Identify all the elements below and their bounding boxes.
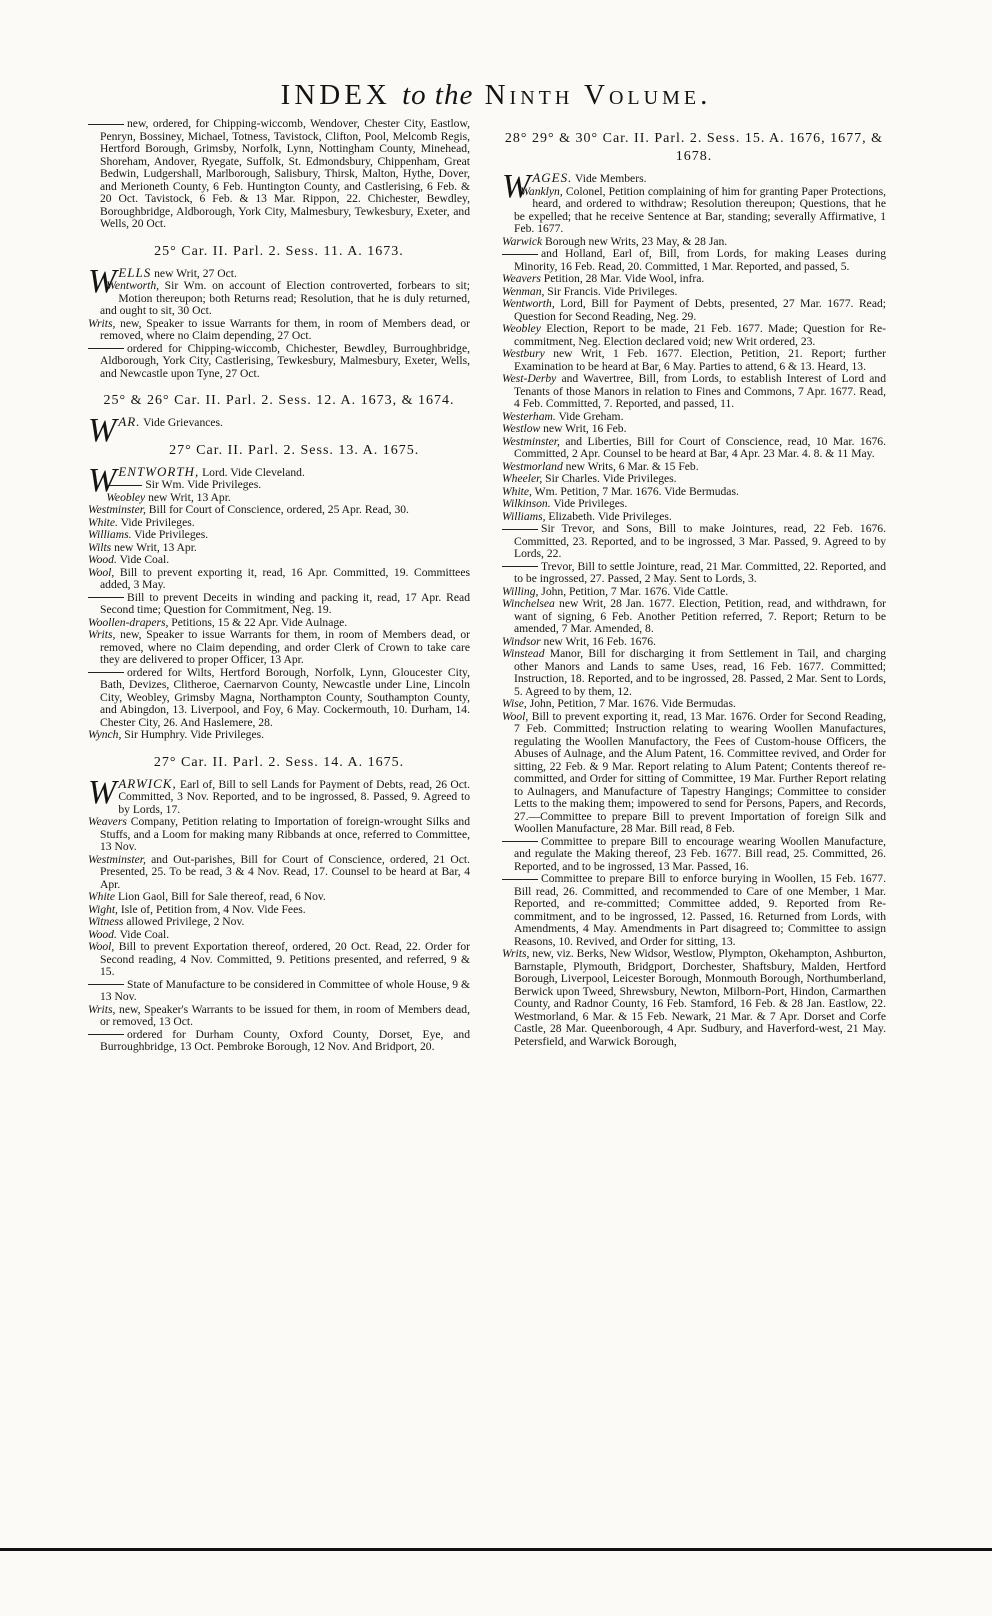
entry-keyword: Weavers: [502, 272, 541, 285]
entry-text: Sir Trevor, and Sons, Bill to make Jointures, read, 22 Feb. 1676. Committed, 23. Reported, and to be ingrossed, 3 Mar. Passed, 9. Agreed to by Lords, 22.: [514, 522, 886, 560]
entry-text: new Writ, 13 Apr.: [111, 540, 197, 554]
index-entry: [502, 186, 886, 236]
entry-keyword: Westlow: [502, 422, 541, 435]
entry-keyword: Windsor: [502, 634, 541, 648]
entry-keyword: Writs,: [88, 316, 116, 330]
left-column: [88, 118, 470, 1054]
right-column: [502, 118, 886, 1048]
entry-text: and Liberties, Bill for Court of Conscience, read, 10 Mar. 1676. Committed, 2 Apr. Counsel to be heard at Bar, 4 Apr. 23 Mar. 4. 8. & 11 May.: [514, 434, 886, 460]
ditto-dash: [502, 529, 538, 530]
ditto-dash: [88, 672, 124, 673]
entry-keyword: Winchelsea: [502, 597, 555, 610]
entry-text: Vide Grievances.: [140, 416, 223, 429]
entry-keyword: Writs,: [502, 947, 530, 960]
entry-text: new Writ, 27 Oct.: [151, 266, 237, 280]
entry-text: John, Petition, 7 Mar. 1676. Vide Cattle.: [538, 584, 729, 598]
index-entry: [502, 711, 886, 836]
entry-text: Company, Petition relating to Importation of foreign-wrought Silks and Stuffs, and a Loom for making many Ribbands at once, referred to Committee, 13 Nov.: [100, 815, 470, 853]
entry-text: Bill to prevent Deceits in winding and packing it, read, 17 Apr. Read Second time; Question for Commitment, Neg. 19.: [100, 590, 470, 616]
entry-text: Trevor, Bill to settle Jointure, read, 21 Mar. Committed, 22. Reported, and to be ingrossed, 27. Passed, 2 May. Sent to Lords, 3.: [514, 559, 886, 585]
continuation-entry: [88, 118, 470, 231]
entry-keyword: Wentworth,: [502, 297, 555, 310]
entry-text: and Out-parishes, Bill for Court of Conscience, ordered, 21 Oct. Presented, 25. To be read, 3 & 4 Nov. Read, 17. Counsel to be heard at Bar, 4 Apr.: [100, 852, 470, 891]
session-heading: 25° & 26° Car. II. Parl. 2. Sess. 12. A. 1673, & 1674.: [103, 393, 455, 408]
entry-heading: ENTWORTH,: [118, 463, 200, 479]
entry-keyword: Woollen-drapers,: [88, 615, 169, 629]
entry-keyword: Wight,: [88, 902, 118, 916]
page-title: [0, 78, 992, 112]
entry-text: new, Speaker's Warrants to be issued for them, in room of Members dead, or removed, 13 Oct.: [100, 1002, 470, 1028]
entry-text: Earl of, Bill to sell Lands for Payment of Debts, read, 26 Oct. Committed, 3 Nov. Reported, and to be ingrossed, 8. Passed, 9. Agreed to by Lords, 17.: [118, 777, 470, 816]
entry-keyword: Wentworth,: [106, 279, 160, 292]
entry-text: new Writ, 1 Feb. 1677. Election, Petition, 21. Report; further Examination to be heard at Bar, 6 May. Parties to attend, 6 & 13. Heard, 13.: [514, 347, 886, 373]
index-entry: [88, 629, 470, 667]
entry-text: Committee to prepare Bill to enforce burying in Woollen, 15 Feb. 1677. Bill read, 26. Committed, and recommended to Care of one Member, 1 Mar. Reported, and re-committed; Committee added, 9. Reported from Re-commitment, and to be ingrossed, 12. Passed, 16. Returned from Lords, with Amendments, 4 May. Amendments in Part disagreed to; Committee to assign Reasons, 10. Revived, and Order for sitting, 13.: [514, 872, 886, 948]
ditto-dash: [88, 1034, 124, 1035]
entry-text: Isle of, Petition from, 4 Nov. Vide Fees.: [117, 902, 306, 916]
entry-text: Petition, 28 Mar. Vide Wool, infra.: [540, 272, 705, 285]
drop-cap: W: [88, 412, 117, 449]
index-entry: [502, 348, 886, 373]
entry-heading: ARWICK,: [118, 775, 177, 791]
ditto-dash: [88, 597, 124, 598]
entry-text: ordered for Chipping-wiccomb, Chichester, Bewdley, Burroughbridge, Aldborough, York City, Castlerising, Tewkesbury, Malmesbury, Exeter, Wells, and Newcastle upon Tyne, 27 Oct.: [100, 341, 470, 380]
entry-keyword: Warwick: [502, 234, 543, 248]
entry-text: new, viz. Berks, New Widsor, Westlow, Plympton, Okehampton, Ashburton, Barnstaple, Plymouth, Bridgport, Dorchester, Shaftsbury, Malden, Hertford Borough, Liverpool, Leicester Borough, Monmouth Borough, Northumberland, Berwick upon Tweed, Shrewsbury, Newton, Milborn-Port, Hindon, Carmarthen County, and Radnor County, 16 Feb. Stamford, 16 Feb. & 28 Jan. Eastlow, 22. Westmorland, 6 Mar. & 15 Feb. Newark, 21 Mar. & 7 Apr. Dorset and Corfe Castle, 28 Mar. Queenborough, 4 Apr. Sudbury, and Haverford-west, 21 May. Petersfield, and Warwick Borough,: [514, 947, 886, 1048]
entry-text: Sir Wm. Vide Privileges.: [145, 478, 262, 491]
entry-keyword: Wise,: [502, 697, 527, 710]
entry-text: new, Speaker to issue Warrants for them, in room of Members dead, or removed, where no Claim depending, 27 Oct.: [100, 316, 470, 342]
index-entry: [88, 318, 470, 343]
entry-text: Bill for Court of Conscience, ordered, 25 Apr. Read, 30.: [145, 503, 409, 516]
index-entry: [502, 298, 886, 323]
lead-entry: [88, 412, 470, 449]
ditto-dash: [88, 348, 124, 349]
ditto-dash: [88, 984, 124, 985]
entry-keyword: Westbury: [502, 347, 545, 360]
entry-text: Vide Greham.: [555, 409, 624, 423]
entry-heading: AR.: [118, 414, 141, 429]
entry-keyword: Writs,: [88, 1002, 116, 1016]
entry-text: allowed Privilege, 2 Nov.: [123, 915, 245, 928]
index-entry: [502, 436, 886, 461]
entry-keyword: Williams,: [502, 509, 546, 523]
index-entry: [502, 648, 886, 698]
index-entry: [502, 598, 886, 636]
entry-keyword: Westminster,: [502, 434, 560, 448]
entry-keyword: Westminster,: [88, 503, 146, 516]
entry-keyword: Willing,: [502, 584, 539, 598]
entry-text: John, Petition, 7 Mar. 1676. Vide Bermudas.: [526, 697, 736, 710]
entry-text: Wm. Petition, 7 Mar. 1676. Vide Bermudas.: [531, 484, 739, 498]
entry-keyword: White.: [88, 515, 118, 529]
index-entry: [88, 941, 470, 979]
entry-keyword: White,: [502, 484, 532, 498]
entry-text: and Holland, Earl of, Bill, from Lords, for making Leases during Minority, 16 Feb. Read, 20. Committed, 1 Mar. Reported, and passed, 5.: [514, 247, 886, 273]
index-entry: [502, 323, 886, 348]
entry-text: Petitions, 15 & 22 Apr. Vide Aulnage.: [168, 615, 348, 629]
entry-text: new Writ, 16 Feb.: [540, 422, 627, 435]
entry-keyword: White: [88, 890, 116, 903]
continuation-entry: [502, 836, 886, 874]
entry-keyword: Williams.: [88, 528, 132, 541]
entry-text: Vide Coal.: [116, 553, 170, 566]
entry-keyword: Witness: [88, 915, 124, 928]
continuation-entry: [502, 523, 886, 561]
entry-text: Bill to prevent Exportation thereof, ordered, 20 Oct. Read, 22. Order for Second reading, 4 Nov. Committed, 9. Petitions presented, and referred, 9 & 15.: [100, 940, 470, 978]
entry-text: Sir Humphry. Vide Privileges.: [121, 728, 264, 741]
continuation-entry: [88, 343, 470, 381]
session-heading: 28° 29° & 30° Car. II. Parl. 2. Sess. 15. A. 1676, 1677, & 1678.: [504, 131, 884, 164]
continuation-entry: [88, 667, 470, 730]
entry-keyword: Wheeler,: [502, 472, 543, 485]
entry-text: Vide Coal.: [116, 927, 170, 941]
index-entry: [88, 567, 470, 592]
entry-keyword: Writs,: [88, 628, 116, 641]
index-entry: [88, 816, 470, 854]
entry-keyword: Westmorland: [502, 459, 563, 473]
entry-text: Colonel, Petition complaining of him for granting Paper Protections, heard, and ordered to withdraw; Resolution thereupon; Questions, that he be expelled; that he receive Sentence at Bar, standing; severally Affirmative, 1 Feb. 1677.: [514, 184, 886, 235]
index-entry: [502, 373, 886, 411]
entry-keyword: Weobley: [106, 490, 146, 504]
entry-keyword: Wanklyn,: [520, 184, 563, 198]
entry-text: Lord. Vide Cleveland.: [199, 465, 305, 479]
ditto-dash: [502, 254, 538, 255]
entry-text: Vide Members.: [572, 172, 647, 185]
continuation-entry: [502, 561, 886, 586]
title-volume: Ninth Volume.: [484, 79, 712, 111]
drop-cap: W: [502, 168, 531, 205]
lead-entry: [88, 773, 470, 817]
entry-text: ordered for Wilts, Hertford Borough, Norfolk, Lynn, Gloucester City, Bath, Devizes, Clitheroe, Caernarvon County, Newcastle under Line, Lincoln City, Weobley, Grimsby Magna, Northampton County, Southampton County, and Abingdon, 13. Liverpool, and Foy, 6 May. Cockermouth, 10. Durham, 14. Chester City, 26. And Haslemere, 28.: [100, 665, 470, 729]
entry-text: Sir Wm. on account of Election controverted, forbears to sit; Motion thereupon; both Returns read; Resolution, that he is duly returned, and ought to sit, 30 Oct.: [100, 279, 470, 317]
index-entry: [88, 1004, 470, 1029]
ditto-dash: [106, 485, 142, 486]
entry-text: Lord, Bill for Payment of Debts, presented, 27 Mar. 1677. Read; Question for Second Reading, Neg. 29.: [514, 297, 886, 323]
index-entry: [88, 729, 470, 742]
entry-keyword: West-Derby: [502, 372, 557, 385]
entry-text: and Wavertree, Bill, from Lords, to establish Interest of Lord and Tenants of those Manors in relation to Fines and Commons, 7 Apr. 1677. Read, 4 Feb. Committed, 7. Reported, and passed, 11.: [514, 372, 886, 410]
entry-keyword: Wood.: [88, 927, 117, 941]
entry-text: Vide Privileges.: [131, 528, 209, 541]
entry-text: Bill to prevent exporting it, read, 13 Mar. 1676. Order for Second Reading, 7 Feb. Committed; Instruction relating to wearing Woollen Manufactures, regulating the Woollen Manufactory, the Fees of Custom-house Officers, the Abuses of Aulnage, and the Alum Patent, 16. Committee revived, and Order for sitting, 22 Feb. & 9 Mar. Report relating to Alum Patent; Contents thereof re-committed, and Order for sitting of Committee, 19 Mar. Further Report relating to Aulnagers, and Manufacture of Tapestry Hangings; Committee to consider Letts to the making them; impowered to send for Persons, Papers, and Records, 27.—Committee to prepare Bill to prevent Importation of foreign Silk and Woollen Manufacture, 28 Mar. Bill read, 8 Feb.: [514, 709, 886, 835]
entry-keyword: Weobley: [502, 322, 541, 335]
session-heading: 27° Car. II. Parl. 2. Sess. 14. A. 1675.: [153, 754, 405, 770]
continuation-entry: [88, 592, 470, 617]
entry-text: Committee to prepare Bill to encourage wearing Woollen Manufacture, and regulate the Making thereof, 23 Feb. 1677. Bill read, 25. Committed, 26. Reported, and to be ingrossed, 13 Mar. Passed, 16.: [514, 834, 886, 873]
title-to-the: to the: [402, 79, 474, 111]
entry-keyword: Wilts: [88, 540, 112, 554]
ditto-dash: [88, 124, 124, 125]
entry-heading: ELLS: [118, 264, 152, 280]
session-heading: 25° Car. II. Parl. 2. Sess. 11. A. 1673.: [154, 243, 404, 259]
entry-keyword: Wood.: [88, 553, 117, 566]
continuation-entry: [502, 873, 886, 948]
entry-text: Borough new Writs, 23 May, & 28 Jan.: [542, 234, 728, 248]
drop-cap: W: [88, 773, 117, 811]
continuation-entry: [88, 1029, 470, 1054]
index-entry: [88, 854, 470, 892]
drop-cap: W: [88, 262, 117, 300]
continuation-entry: [88, 979, 470, 1004]
entry-text: new, ordered, for Chipping-wiccomb, Wendover, Chester City, Eastlow, Penryn, Bossiney, Michael, Totness, Tavistock, Clifton, Pool, Melcomb Regis, Hertford Borough, Grimsby, Norfolk, Lynn, Nottingham County, Minehead, Shoreham, Andover, Ryegate, Suffolk, St. Edmondsbury, Chippenham, Great Bedwin, Ludgershall, Marlborough, Salisbury, Thirsk, Malton, Hythe, Dover, and Merioneth County, 6 Feb. Huntington County, and Castlerising, 6 Feb. & 20 Oct. Tavistock, 6 Feb. & 13 Mar. Rippon, 22. Chichester, Bewdley, Boroughbridge, Aldborough, York City, Malmesbury, Tewkesbury, Exeter, and Wells, 20 Oct.: [100, 117, 470, 230]
ditto-dash: [502, 841, 538, 842]
entry-text: Manor, Bill for discharging it from Settlement in Tail, and charging other Manors and Lands to same Uses, read, 16 Feb. 1677. Committed; Instruction, 18. Reported, and to be ingrossed, 28. Passed, 2 Mar. Sent to Lords, 5. Agreed to by them, 12.: [514, 647, 886, 698]
entry-text: new Writ, 28 Jan. 1677. Election, Petition, read, and withdrawn, for want of signing, 6 Feb. Another Petition referred, 7. Report; Return to be amended, 7 Mar. Amended, 8.: [514, 597, 886, 635]
entry-keyword: Wool,: [88, 940, 115, 953]
entry-text: new Writs, 6 Mar. & 15 Feb.: [562, 459, 699, 473]
title-index: INDEX: [280, 79, 391, 111]
entry-keyword: Weavers: [88, 815, 127, 828]
entry-text: ordered for Durham County, Oxford County, Dorset, Eye, and Burroughbridge, 13 Oct. Pembroke Borough, 12 Nov. And Bridport, 20.: [100, 1027, 470, 1053]
entry-text: Sir Charles. Vide Privileges.: [542, 472, 677, 485]
entry-keyword: Westminster,: [88, 852, 146, 866]
entry-keyword: Wilkinson.: [502, 497, 551, 510]
entry-keyword: Wenman,: [502, 284, 545, 298]
drop-cap: W: [88, 461, 117, 499]
index-entry: [502, 948, 886, 1048]
session-heading: 27° Car. II. Parl. 2. Sess. 13. A. 1675.: [169, 442, 420, 458]
continuation-entry: [502, 248, 886, 273]
entry-text: Lion Gaol, Bill for Sale thereof, read, 6 Nov.: [115, 890, 326, 903]
entry-text: Sir Francis. Vide Privileges.: [544, 284, 678, 298]
entry-text: Vide Privileges.: [117, 515, 195, 529]
entry-text: new Writ, 13 Apr.: [145, 490, 231, 504]
entry-keyword: Westerham.: [502, 409, 556, 423]
entry-text: Elizabeth. Vide Privileges.: [545, 509, 672, 523]
entry-text: State of Manufacture to be considered in Committee of whole House, 9 & 13 Nov.: [100, 977, 470, 1003]
entry-text: Bill to prevent exporting it, read, 16 Apr. Committed, 19. Committees added, 3 May.: [100, 565, 470, 591]
entry-text: Vide Privileges.: [550, 497, 628, 510]
ditto-dash: [502, 566, 538, 567]
entry-text: new, Speaker to issue Warrants for them, in room of Members dead, or removed, where no Claim depending, and order Clerk of Crown to take care they are delivered to proper Officer, 13 Apr.: [100, 628, 470, 666]
entry-keyword: Winstead: [502, 647, 545, 660]
entry-text: new Writ, 16 Feb. 1676.: [540, 634, 656, 648]
entry-heading: AGES.: [532, 170, 573, 185]
entry-keyword: Wool,: [502, 709, 529, 723]
ditto-dash: [502, 879, 538, 880]
entry-text: Election, Report to be made, 21 Feb. 1677. Made; Question for Re-commitment, Neg. Election declared void; new Writ ordered, 23.: [514, 322, 886, 348]
entry-keyword: Wynch,: [88, 728, 122, 741]
entry-keyword: Wool,: [88, 565, 115, 579]
index-entry: [88, 280, 470, 318]
bottom-rule: [0, 1548, 992, 1551]
